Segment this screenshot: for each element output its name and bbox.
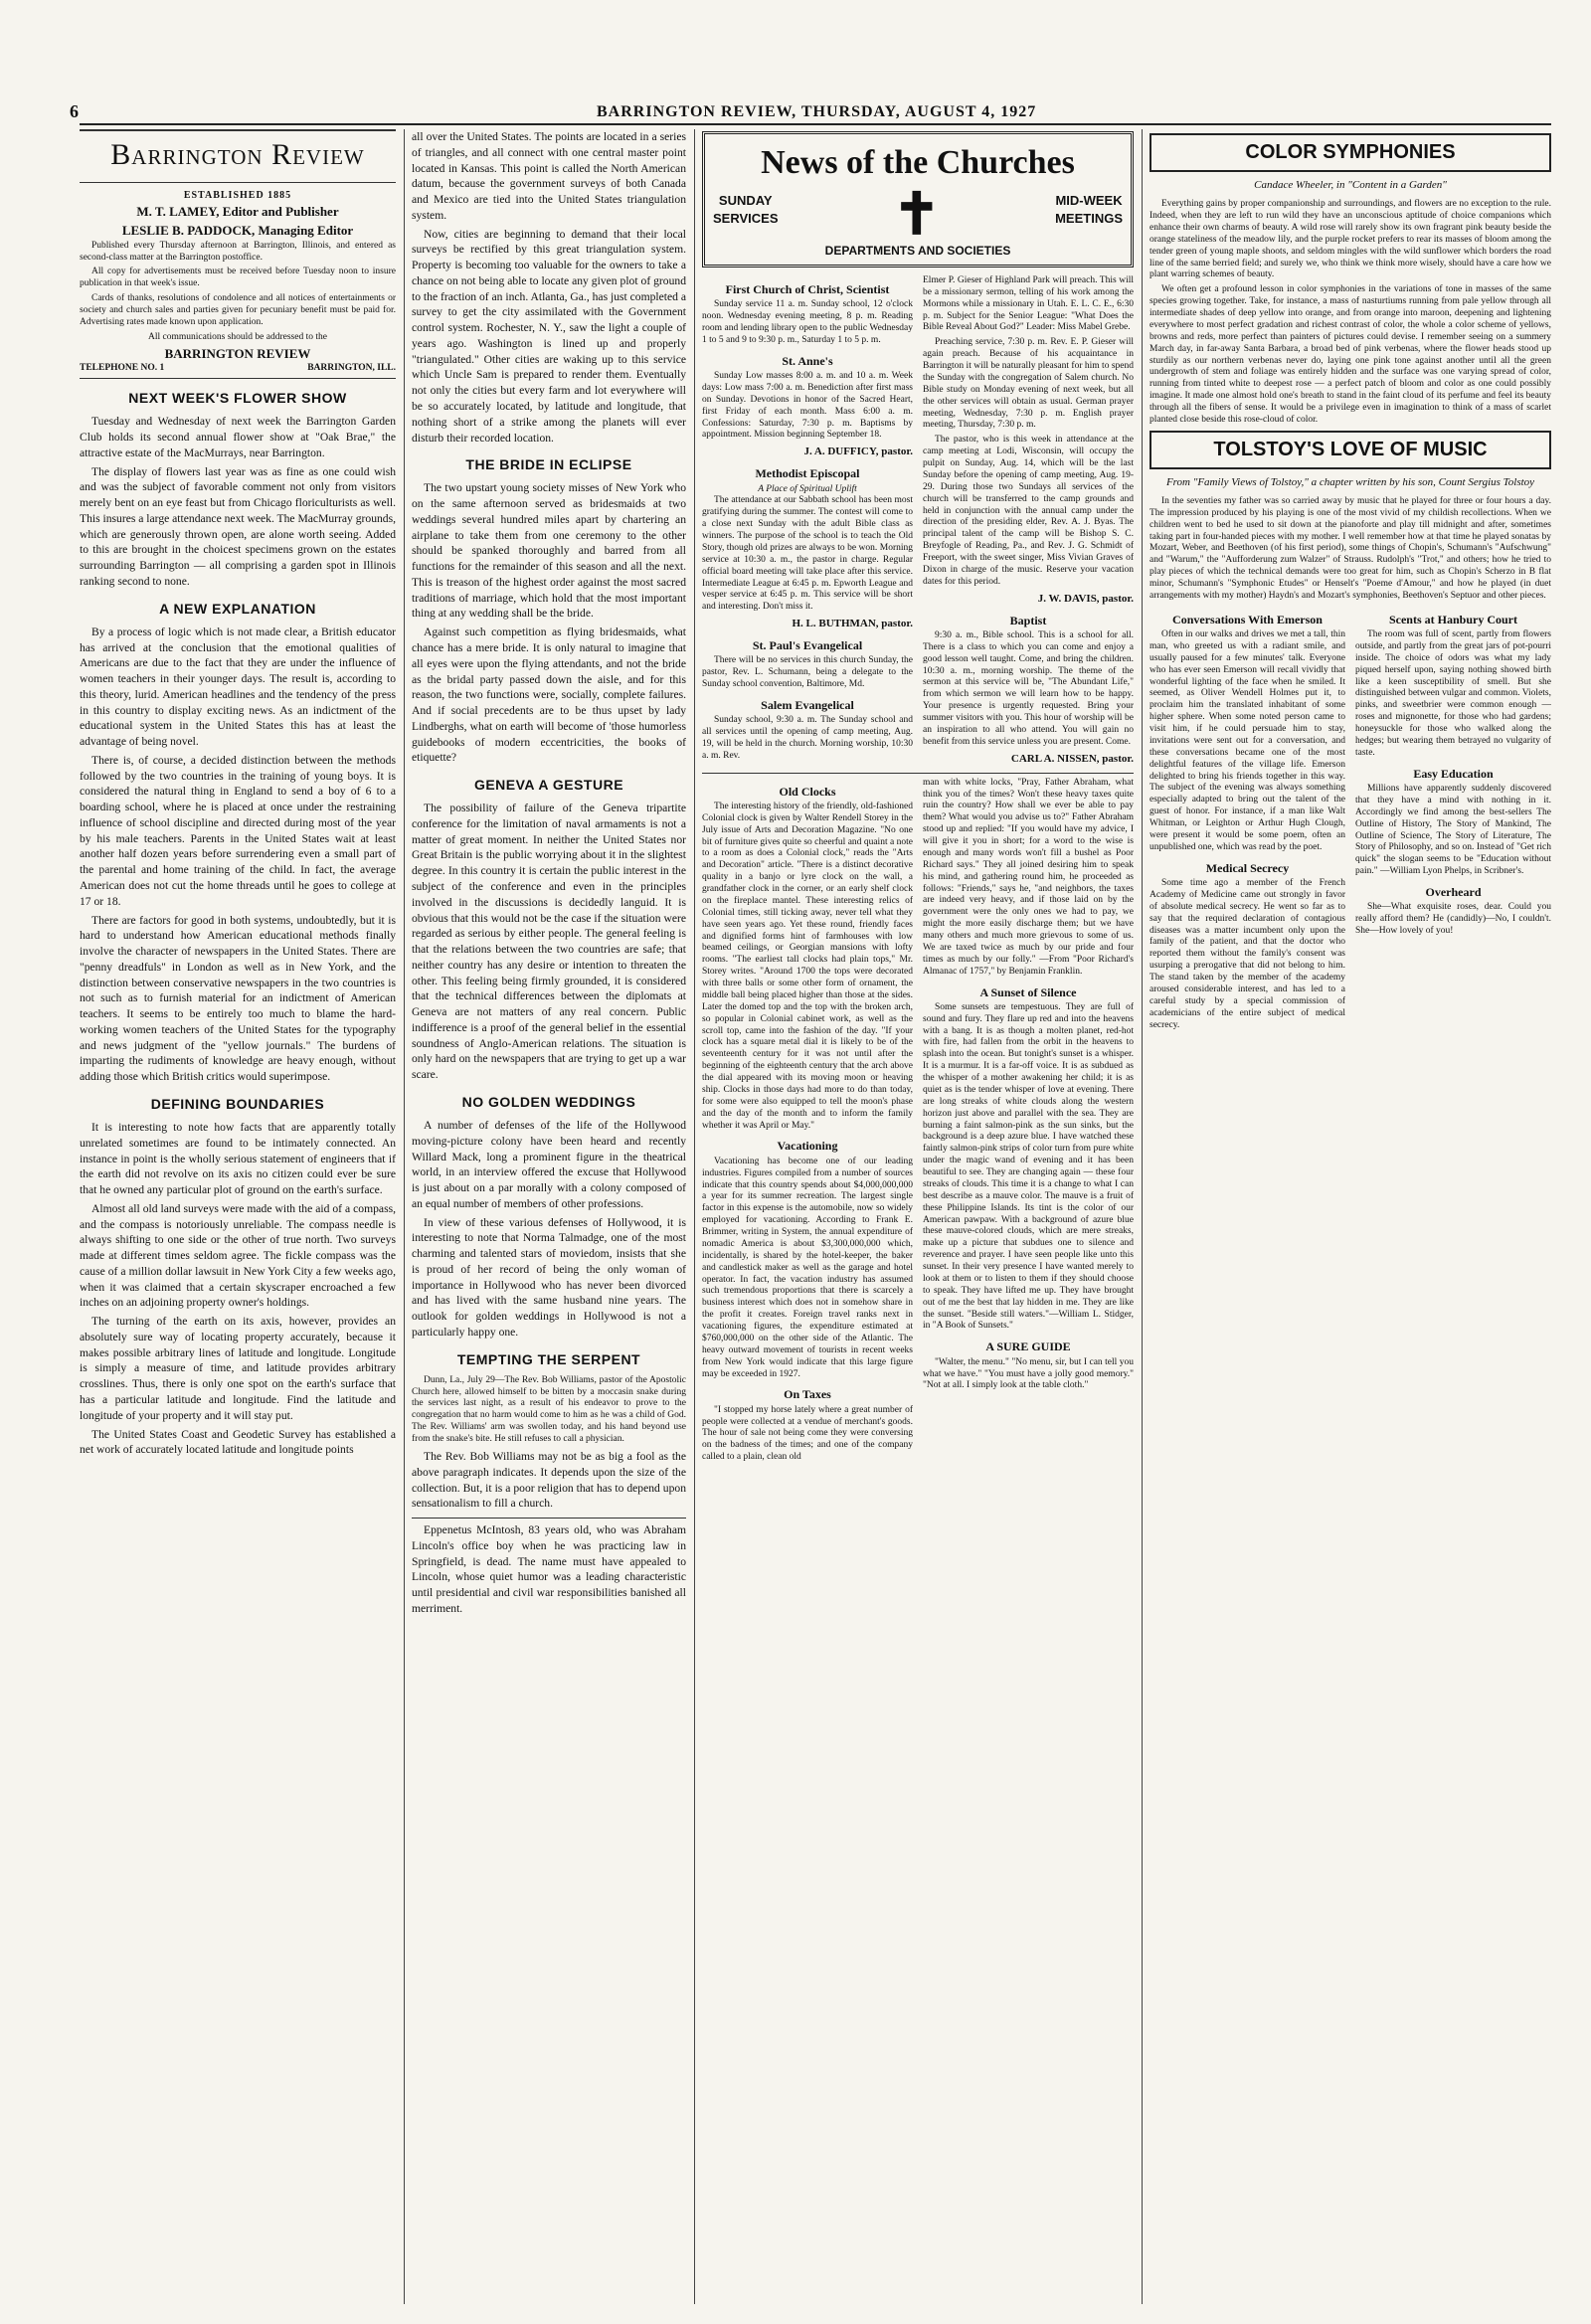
col4-lower — [1149, 606, 1551, 1035]
services-label: SERVICES — [713, 210, 779, 226]
easy-education-text: Millions have apparently suddenly discovered that they have a mind with nothing in it. Accordingly we find among the best-sellers The Outline of History, The Story of Mankind, The Outline of Science, The Story of Literature, The Story of Philosophy, and so on. Instead of "Get rich quick" the slogan seems to be "Education without pain." —William Lyon Phelps, in Scribner's. — [1355, 784, 1551, 877]
tolstoy-byline: From "Family Views of Tolstoy," a chapter written by his son, Count Sergius Tolstoy — [1165, 475, 1535, 488]
column-divider — [404, 129, 405, 2304]
geneva-paragraph: The possibility of failure of the Geneva tripartite conference for the limitation of naval armaments is not a matter of great moment. In neither the United States nor Great Britain is the public worrying about it in the slightest degree. In this country it is certain the public interest in the subject of the conference and even in the principles involved in the discussions is decidedly languid. It is obvious that this would not be the case if the situation were regarded as serious by either people. The general feeling is that the relations between the two countries are safe; that neither country has any desire or intention to threaten the other. This feeling being firmly grounded, it is considered that the technical differences between the diplomats at Geneva are not matters of any real concern. Public indifference is a proof of the general belief in the essential soundness of Anglo-American relations. The situation is only hard on the newspapers that are trying to get up a war scare. — [412, 802, 686, 1082]
churches-title: News of the Churches — [761, 144, 1075, 181]
scents-text: The room was full of scent, partly from flowers outside, and partly from the great jars of pot-pourri inside. The choice of odors was what my lady piqued herself upon, saying nothing showed birth like a keen susceptibility of smell. But she distinguished between vulgar and common. Violets, pinks, and sweetbrier were common enough — roses and mignonette, for those who had gardens; honeysuckle for those who walked along the hedges; but wearing them betrayed no vulgarity of taste. — [1355, 629, 1551, 758]
color-symphonies-headline: COLOR SYMPHONIES — [1149, 133, 1551, 172]
scents-headline: Scents at Hanbury Court — [1388, 612, 1517, 626]
paper-dateline: BARRINGTON REVIEW, THURSDAY, AUGUST 4, 1927 — [597, 103, 1037, 120]
overheard-headline: Overheard — [1425, 885, 1482, 900]
churches-right — [923, 275, 1134, 767]
sunset-headline: A Sunset of Silence — [979, 984, 1077, 999]
serpent-headline: TEMPTING THE SERPENT — [456, 1350, 641, 1367]
column-divider — [694, 129, 695, 2304]
flower-show-headline: NEXT WEEK'S FLOWER SHOW — [128, 390, 347, 407]
church-heading: First Church of Christ, Scientist — [725, 281, 890, 296]
continued-paragraph: all over the United States. The points are located in a series of triangles, and all connect with one central master point located in Kansas. This point is called the North American datum, because the government surveys of both Canada and Mexico are tied into the United States triangulation system. — [412, 130, 686, 222]
explanation-paragraph: There is, of course, a decided distinction between the methods followed by the two countries in the training of young boys. It is considered the natural thing in England to send a boy of 6 to a boarding school, where he is placed at once under the restraining influence of school discipline and directed during most of the year by his male teachers. Parents in the United States wait at least another half dozen years before surrendering even a small part of the parental and home training of the child. In fact, the average American does not cut the home threads until he goes to college at 17 or 18. — [80, 753, 396, 908]
telephone: TELEPHONE NO. 1 — [80, 363, 165, 374]
column-4 — [1149, 129, 1551, 2304]
tolstoy-headline: TOLSTOY'S LOVE OF MUSIC — [1149, 431, 1551, 469]
taxes-headline: On Taxes — [784, 1387, 831, 1402]
church-text: Sunday school, 9:30 a. m. The Sunday school and all services until the opening of camp meeting, Aug. 19, will be held in the church. Morning worship, 10:30 a. m. Rev. — [702, 715, 913, 762]
explanation-paragraph: There are factors for good in both systems, undoubtedly, but it is hard to understand how American educational methods finally involve the character of newspapers in the United States. There are "penny dreadfuls" in London as well as in New York, and the distinction between conservative newspapers in the two countries is not such as to furnish material for an indictment of American teachers. It seems to be entirely too much to blame the hard-working women teachers of the United States for the typography and news judgment of the "yellow journals." The burdens of imparting the rudiments of knowledge are heavy enough, without adding those which British critics would superimpose. — [80, 913, 396, 1084]
poor-richard-text: man with white locks, "Pray, Father Abraham, what think you of the times? Won't these heavy taxes quite ruin the country? How shall we ever be able to pay them? What would you advise us to?" Father Abraham stood up and replied: "If you would have my advice, I will give it you in short; for a word to the wise is enough and many words won't fill a bushel as Poor Richard says." They all joined desiring him to speak his mind, and gathering round him, he proceeded as follows: "Friends," says he, "and neighbors, the taxes are indeed very heavy, and if those laid on by the government were the only ones we had to pay, we might the more easily discharge them; but we have many others and much more grievous to some of us. We are taxed twice as much by our pride and four times as much by our folly." —From "Poor Richard's Almanac of 1757," by Benjamin Franklin. — [923, 777, 1134, 977]
column-2 — [412, 129, 686, 2304]
churches-subheads — [713, 182, 1123, 248]
established-line: ESTABLISHED 1885 — [183, 189, 292, 201]
boundaries-paragraph: The turning of the earth on its axis, however, provides an absolutely sure way of locating property accurately, because it makes possible arbitrary lines of latitude and longitude. Longitude is simply a measure of time, and latitude provides arbitrary crosslines. Thus, there is only one spot on the earth's surface that has a particular latitude and longitude. Find the latitude and longitude of your property and it will stay put. — [80, 1315, 396, 1422]
flower-show-paragraph: The display of flowers last year was as fine as one could wish and was the subject of favorable comment not only from visitors merely bent on an eye feast but from Chicago floriculturists as well. This insures a large attendance next week. The MacMurray grounds, which are generously thrown open, are alone worth seeing. Added to this are brought in the choicest specimens grown on the estates surrounding Barrington — all comprising a garden spot in Illinois ranking second to none. — [80, 464, 396, 588]
explanation-paragraph: By a process of logic which is not made clear, a British educator has arrived at the conclusion that the emotional qualities of Americans are due to the fact that they are under the influence of women teachers in their younger days. The result is, according to this theory, lurid. American headlines and the tendency of the press in this country to display exciting news. As an indictment of the educational system in the United States this has at least the advantage of being novel. — [80, 625, 396, 749]
cards-notice: Cards of thanks, resolutions of condolence and all notices of entertainments or society and church sales and parties given for pecuniary benefit must be paid for. Advertising rates made known upon application. — [80, 293, 396, 327]
church-heading: St. Paul's Evangelical — [752, 638, 863, 653]
boundaries-paragraph: Almost all old land surveys were made with the aid of a compass, and the compass is notoriously unreliable. The compass needle is always shifting to one side or the other of true north. Two surveys made at different times seldom agree. The fickle compass was the cause of a million dollar lawsuit in New York City a few weeks ago, when it was claimed that a certain skyscraper encroached a few inches on an adjoining property owner's holdings. — [80, 1201, 396, 1310]
mcintosh-paragraph: Eppenetus McIntosh, 83 years old, who was Abraham Lincoln's office boy when he was practicing law in Springfield, is dead. The name must have appealed to Lincoln, whose quiet humor was a leading characteristic until presidential and civil war responsibilities banished all merriment. — [412, 1518, 686, 1617]
vacationing-headline: Vacationing — [777, 1139, 838, 1154]
pastor-name: CARL A. NISSEN, pastor. — [1010, 752, 1134, 765]
bride-paragraph: The two upstart young society misses of New York who on the same afternoon served as bridesmaids at two weddings several hundred miles apart by chartering an airplane to take them from one ceremony to the other should be spanked thoroughly and barred from all functions for the remainder of this season and all the next. This is treason of the highest order against the most sacred traditions of marriage, which hold that the most important thing at any wedding shall be the bride. — [412, 481, 686, 621]
copy-notice: All copy for advertisements must be received before Tuesday noon to insure publication in that week's issue. — [80, 267, 396, 289]
serpent-dispatch: Dunn, La., July 29—The Rev. Bob Williams, pastor of the Apostolic Church here, allowed himself to be bitten by a moccasin snake during the services last night, as a result of his endeavor to prove to the congregation that no harm would come to him as he was a child of God. The Rev. Williams' arm was swollen today, and his hand beyond use from the snake's bite. He still refuses to call a physician. — [412, 1374, 686, 1445]
churches-listings — [702, 275, 1134, 767]
editor-publisher: M. T. LAMEY, Editor and Publisher — [136, 204, 339, 220]
church-text: Elmer P. Gieser of Highland Park will preach. This will be a missionary sermon, telling of his work among the Mormons while a missionary in Utah. E. L. C. E., 6:30 p. m. Subject for the Senior League: "What Does the Bible Reveal About God?" Leader: Miss Mabel Grebe. — [923, 274, 1134, 333]
geneva-headline: GENEVA A GESTURE — [473, 777, 624, 794]
tolstoy-paragraph: In the seventies my father was so carried away by music that he played for three or four hours a day. The impression produced by his playing is one of the most vivid of my childish recollections. When we children went to bed he used to sit down at the pianoforte and play till midnight and after, sometimes taking part in four-handed pieces with my mother. I well remember how at that time he played sonatas by Mozart, Weber, and Beethoven (of his first period), some things of Chopin's, Schumann's "Aufschwung" and "Warum," the "Aufforderung zum Walzer" of Strauss. Rudolph's "Trot," and others; how he tried to play pieces of which the technical demands were too great for him, such as Chopin's Scherzo in B flat minor, Schumann's "Symphonic Etudes" or Henselt's "Poeme d'Amour," and how he played (in duet arrangements with my mother) Haydn's and Mozart's symphonies, Beethoven's Septuor and other pieces. — [1149, 495, 1551, 601]
church-heading: Methodist Episcopal — [755, 466, 860, 481]
emerson-text: Often in our walks and drives we met a tall, thin man, who greeted us with a radiant smile, and usually paused for a few minutes' talk. Everyone who has ever seen Emerson will recall vividly that wonderful lighting of the face when he smiled. It seemed, as Oliver Wendell Holmes put it, to proclaim him the translated inhabitant of some higher sphere. When some noted person came to visit him, if he could persuade him to stay, invitations were sent out for a conversation, and these conversations became one of the most delightful features of the village life. Emerson delighted to bring his friends together in this way. The subject of the evening was always something especially adapted to bring out the talent of the guest of honor. For instance, if a man like Walt Whitman, or Leighton or Arthur Hugh Clough, were present it would be some poem, often an unpublished one, which was read by the poet. — [1149, 629, 1345, 852]
sure-guide-text: "Walter, the menu." "No menu, sir, but I can tell you what we have." "You must have a jolly good memory." "Not at all. I simply look at the table cloth." — [923, 1356, 1134, 1391]
articles-area — [702, 773, 1134, 1467]
pastor-name: J. A. DUFFICY, pastor. — [803, 446, 913, 458]
taxes-text: "I stopped my horse lately where a great number of people were collected at a vendue of merchant's goods. The hour of sale not being come they were conversing on the badness of the times; and one of the company called to a plain, clean old — [702, 1404, 913, 1463]
address-note: All communications should be addressed to the — [148, 331, 327, 342]
church-text: The attendance at our Sabbath school has been most gratifying during the summer. The contest will come to a close next Sunday with the adult Bible class as winners. The purpose of the school is to teach the Old Story, though old prizes are always to be won. Morning service at 10:30 a. m., the pastor in charge. Regular official board meeting will take place after this service. Intermediate League at 6:45 p. m. Epworth League and vesper service at 6:45 p. m. This service will be short and interesting. Don't miss it. — [702, 495, 913, 613]
flower-show-paragraph: Tuesday and Wednesday of next week the Barrington Garden Club holds its second annual flower show at "Oak Brae," the attractive estate of the MacMurrays, near Barrington. — [80, 415, 396, 459]
weddings-paragraph: A number of defenses of the life of the Hollywood moving-picture colony have been heard and recently Willard Mack, long a prominent figure in the theatrical world, in an interview offered the excuse that Hollywood is just about on a par morally with a colony composed of an equal number of members of other professions. — [412, 1118, 686, 1210]
overheard-text: She—What exquisite roses, dear. Could you really afford them? He (candidly)—No, I couldn't. She—How lovely of you! — [1355, 902, 1551, 937]
color-symphonies-paragraph: We often get a profound lesson in color symphonies in the variations of tone in masses of the same species growing together. Take, for instance, a mass of nasturtiums running from pale yellow through all intermediate shades of deep yellow into orange, and from orange into maroon, deepening and lightening everywhere to most perfect gradation and richest contrast of color, the whole a color scheme of yellows, browns and reds, more perfect than painters of pictures could devise. I remember seeing on a summery March day, in far-away Santa Barbara, a broad bed of pink verbenas, where the flower heads stood up sturdily as our northern verbenas never do, laying one pink tone against another until all the green undergrowth of stem and foliage was entirely hidden and the surface was one varying spread of color, running from tinted white to deepest rose — a perfect patch of bloom and color as one could possibly imagine. It made one almost hold one's breath to stand in the faint cloud of its perfume and feel its beauty through all the fibers of sense. It would be a privilege even in imagination to think of a mass of scarlet planted close beside this rose-cloud of color. — [1149, 284, 1551, 425]
articles-right — [923, 778, 1134, 1467]
color-symphonies-byline: Candace Wheeler, in "Content in a Garden" — [1254, 179, 1447, 192]
clocks-text: The interesting history of the friendly, old-fashioned Colonial clock is given by Walter Rendell Storey in the July issue of Arts and Decoration Magazine. "No one bit of furniture gives quite so cheerful and quaint a note to a room as does a Colonial clock," reads the "Arts and Decoration" article. "There is a distinct decorative quality in a banjo or lyre clock on the wall, a grandfather clock in the corner, or an early shelf clock on the fireplace mantel. These interesting relics of Colonial times, still ticking away, never tell what they have seen years ago. Yet these round, friendly faces and dignified forms hint of farmhouses with low beamed ceilings, or Georgian mansions with lofty rooms. "The earliest tall clocks had plain tops," Mr. Storey writes. "Around 1700 the tops were decorated with three balls or some other form of ornament, the middle ball being placed higher than those at the sides. Later the domed top and the top with the broken arch, so popular in Colonial cabinet work, as well as the scroll top, came into the fashion of the day. "If your clock has a square metal dial it is likely to be of the seventeenth century for it was not until after the beginning of the eighteenth century that the arch above the dial appeared with its moving moon or heaving ship. Clocks in those days had more to do than today, for some were also equipped to tell the moon's phase and the day of the month and to inform the family whether it was April or May." — [702, 801, 913, 1131]
col4-lower-left — [1149, 606, 1345, 1035]
publication-notice: Published every Thursday afternoon at Barrington, Illinois, and entered as second-class matter at the Barrington postoffice. — [80, 240, 396, 263]
managing-editor: LESLIE B. PADDOCK, Managing Editor — [121, 223, 354, 239]
articles-left — [702, 778, 913, 1467]
churches-banner — [702, 131, 1134, 268]
meetings-label: MEETINGS — [1055, 210, 1123, 226]
clocks-headline: Old Clocks — [779, 784, 836, 799]
address-name: BARRINGTON REVIEW — [164, 345, 311, 361]
church-text: Preaching service, 7:30 p. m. Rev. E. P. Gieser will again preach. Because of his acquaintance in Barrington it will be naturally pleasant for him to spend the Sunday with the congregation of Salem church. No Bible study on Monday evening of next week, but all the other services will obtain as usual. German prayer meeting, Wednesday, 7:30 p. m. English prayer meeting, Thursday, 7:30 p. m. — [923, 337, 1134, 431]
church-text: Sunday service 11 a. m. Sunday school, 12 o'clock noon. Wednesday evening meeting, 8 p. m. Reading room and lending library open to the public Wednesday 1 to 5 and 9 to 9:30 p. m., Saturday 1 to 5 p. m. — [702, 299, 913, 345]
easy-education-headline: Easy Education — [1413, 766, 1494, 781]
church-text: There will be no services in this church Sunday, the pastor, Rev. L. Schumann, being a delegate to the Sunday school convention, Baltimore, Md. — [702, 655, 913, 690]
church-heading: St. Anne's — [782, 353, 833, 368]
page-number: 6 — [70, 101, 79, 121]
church-text: The pastor, who is this week in attendance at the camp meeting at Lodi, Wisconsin, will occupy the pulpit on Sunday, Aug. 14, which will be the last Sunday before the opening of camp meeting, Aug. 19-29. During those two Sundays all services of the church will be transferred to the camp grounds and held in conjunction with the annual camp under the direction of the presiding elder, Rev. A. J. Byas. The principal talent of the camp will be Bishop S. C. Breyfogle of Reading, Pa., and Rev. J. G. Schmidt of Freeport, with the sweet singer, Miss Vivian Graves of Dixon in charge of the music. Reserve your vacation dates for this period. — [923, 435, 1134, 587]
pastor-name: H. L. BUTHMAN, pastor. — [792, 618, 913, 630]
weddings-headline: NO GOLDEN WEDDINGS — [461, 1093, 636, 1110]
header-rule — [80, 123, 1551, 125]
church-subheading: A Place of Spiritual Uplift — [758, 483, 857, 494]
church-heading: Salem Evangelical — [761, 698, 854, 713]
sunset-text: Some sunsets are tempestuous. They are full of sound and fury. They flare up red and into the heavens with a bang. It is as though a molten planet, red-hot with fire, had fallen from the orbit in the heavens to splash into the ocean. But tonight's sunset is a whisper. It is a murmur. It is a far-off voice. It is as subdued as the whisper of a mother awakening her child; it is as quiet as is the tender whisper of love at evening. There are long streaks of white clouds along the western horizon just above and parallel with the sea. They are burning a faint salmon-pink as the sun sinks, but the background is a deep azure blue. I have watched these faintly salmon-pink strips of color turn from pure white under the magic wand of evening and it has been beautiful to see. They are changing again — these four streaks of clouds. This time it is a change to what I can best describe as a mauve color. The mauve is a fruit of these Philippine Islands. Its tint is the color of our American pawpaw. With a background of azure blue these mauve-colored clouds, which are mere streaks, make up a picture that subdues one to silence and reverence and prayer. I have seen people like unto this sunset. In their very presence I have wanted merely to look at them or to listen to them if they should choose to speak. They have lifted me up. They have brought out of me the best that lay hidden in me. They are like the sunset. "Beside still waters."—William L. Stidger, in "A Book of Sunsets." — [923, 1001, 1134, 1332]
boundaries-paragraph: The United States Coast and Geodetic Survey has established a net work of accurately located latitude and longitude points — [80, 1427, 396, 1457]
weddings-paragraph: In view of these various defenses of Hollywood, it is interesting to note that Norma Talmadge, one of the most charming and talented stars of moviedom, insists that she is proud of her record of being the only woman of importance in Hollywood who has never been divorced and has lived with the same husband nine years. The outlook for golden weddings in Hollywood is not a particularly happy one. — [412, 1215, 686, 1339]
color-symphonies-paragraph: Everything gains by proper companionship and surroundings, and flowers are no exception to the rule. Indeed, when they are left to run wild they have an unconscious aptitude of choice companions which enhance their own charms of beauty. A wild rose will rarely show its own fragrant pink beauty beside the orange stateliness of the meadow lily, and the purple rocket prefers to rear its masses of bloom among the tender green of young maple shoots, and seldom mingles with the wild sunflower which borders the road line of the same berried field; and surely we, who think we think more wisely, should have a care how we plant warring schemes of beauty. — [1149, 199, 1551, 280]
column-1 — [80, 129, 396, 2304]
col4-lower-right — [1355, 606, 1551, 1035]
church-text: 9:30 a. m., Bible school. This is a school for all. There is a class to which you can come and enjoy a good lesson well taught. Come, and bring the children. 10:30 a. m., morning worship. The theme of the sermon at this service will be, "The Abundant Life," from which sermon we will learn how to be happy. Your presence is urgently requested. Bring your summer visitors with you. This hour of worship will be an inspiration to all who attend. You will gain no benefit from this service unless you are present. Come. — [923, 629, 1134, 747]
city: BARRINGTON, ILL. — [307, 363, 396, 374]
church-text: Sunday Low masses 8:00 a. m. and 10 a. m. Week days: Low mass 7:00 a. m. Benediction after first mass on Sunday. Devotions in honor of the Sacred Heart, first Friday of each month. Mass 6:00 a. m. Confessions: Saturday, 7:30 p. m. Baptisms by appointment. Mission beginning September 18. — [702, 371, 913, 441]
column-divider — [1142, 129, 1143, 2304]
church-heading: Baptist — [1009, 613, 1047, 627]
medical-text: Some time ago a member of the French Academy of Medicine came out strongly in favor of absolute medical secrecy. He went so far as to say that the required declaration of contagious diseases was a matter incumbent only upon the family of the patient, and that the doctor who reported them without the family's consent was usurping a prerogative that did not belong to him. The stand taken by the member of the academy aroused considerable interest, and has led to a careful study by a special commission of academicians of the entire subject of medical secrecy. — [1149, 878, 1345, 1030]
boundaries-headline: DEFINING BOUNDARIES — [150, 1095, 325, 1112]
departments-label: DEPARTMENTS AND SOCIETIES — [824, 243, 1011, 258]
sure-guide-headline: A SURE GUIDE — [985, 1340, 1071, 1354]
serpent-paragraph: The Rev. Bob Williams may not be as big a fool as the above paragraph indicates. It depends upon the size of the collection. But, it is a poor religion that has to depend upon sensationalism to fill a church. — [412, 1449, 686, 1511]
churches-left — [702, 275, 913, 767]
masthead-title: Barrington Review — [80, 129, 396, 183]
telephone-line — [80, 363, 396, 379]
bride-headline: THE BRIDE IN ECLIPSE — [465, 456, 632, 473]
column-3 — [702, 129, 1134, 2304]
bride-paragraph: Against such competition as flying bridesmaids, what chance has a mere bride. It is only natural to imagine that all eyes were upon the flying attendants, and not the bride as the bridal party passed down the aisle, and for this reason, the two functions were, socially, complete failures. And if social precedents are to be thus upset by lady Lindberghs, what on earth will become of 'those humorless guidebooks of modern eccentricities, the books of etiquette? — [412, 626, 686, 765]
midweek-label: MID-WEEK — [1055, 193, 1123, 209]
explanation-headline: A NEW EXPLANATION — [159, 600, 316, 617]
medical-headline: Medical Secrecy — [1205, 860, 1290, 875]
vacationing-text: Vacationing has become one of our leading industries. Figures compiled from a number of sources indicate that this country spends about $4,000,000,000 a year for its summer recreation. The largest single factor in this expense is the automobile, now so widely employed for vacationing. According to Frank E. Brimmer, writing in System, the annual expenditure of nomadic America is about $3,300,000,000 which, incidentally, is shared by the hotel-keeper, the baker and candlestick maker as well as the garage and hotel operator. In fact, the vacation industry has assumed such tremendous proportions that there is scarcely a business interest which does not in somehow share in the profit it creates. Foreign travel ranks next in vacationing figures, the expenditure estimated at $760,000,000 on the other side of the Atlantic. The heavy outward movement of tourists in recent weeks from New York would indicate that this large figure may be exceeded in 1927. — [702, 1156, 913, 1379]
emerson-headline: Conversations With Emerson — [1172, 612, 1323, 626]
boundaries-paragraph: It is interesting to note how facts that are apparently totally unrelated sometimes are found to be intimately connected. An instance in point is the wholly serious statement of engineers that if the earth did not revolve on its axis no citizen could ever be sure that he owned any particular plot of ground on the earth's surface. — [80, 1121, 396, 1197]
pastor-name: J. W. DAVIS, pastor. — [1037, 592, 1134, 605]
continued-paragraph: Now, cities are beginning to demand that their local surveys be rectified by this great triangulation system. Property is becoming too valuable for the owners to take a chance on not being able to locate any given plot of ground to the fraction of an inch. Atlanta, Ga., has just completed a survey to get the city assimilated with the Government control system. Rochester, N. Y., saw the light a couple of years ago. Washington is lined up and properly "triangulated." Other cities are waking up to this service which Uncle Sam is prepared to render them. Eventually not only the cities but every farm and lot everywhere will be so accurately located, by latitude and longitude, that nothing short of a strike among the planets will ever disturb their recorded location. — [412, 227, 686, 445]
cross-icon: ✝ — [892, 182, 942, 248]
sunday-label: SUNDAY — [718, 193, 773, 209]
